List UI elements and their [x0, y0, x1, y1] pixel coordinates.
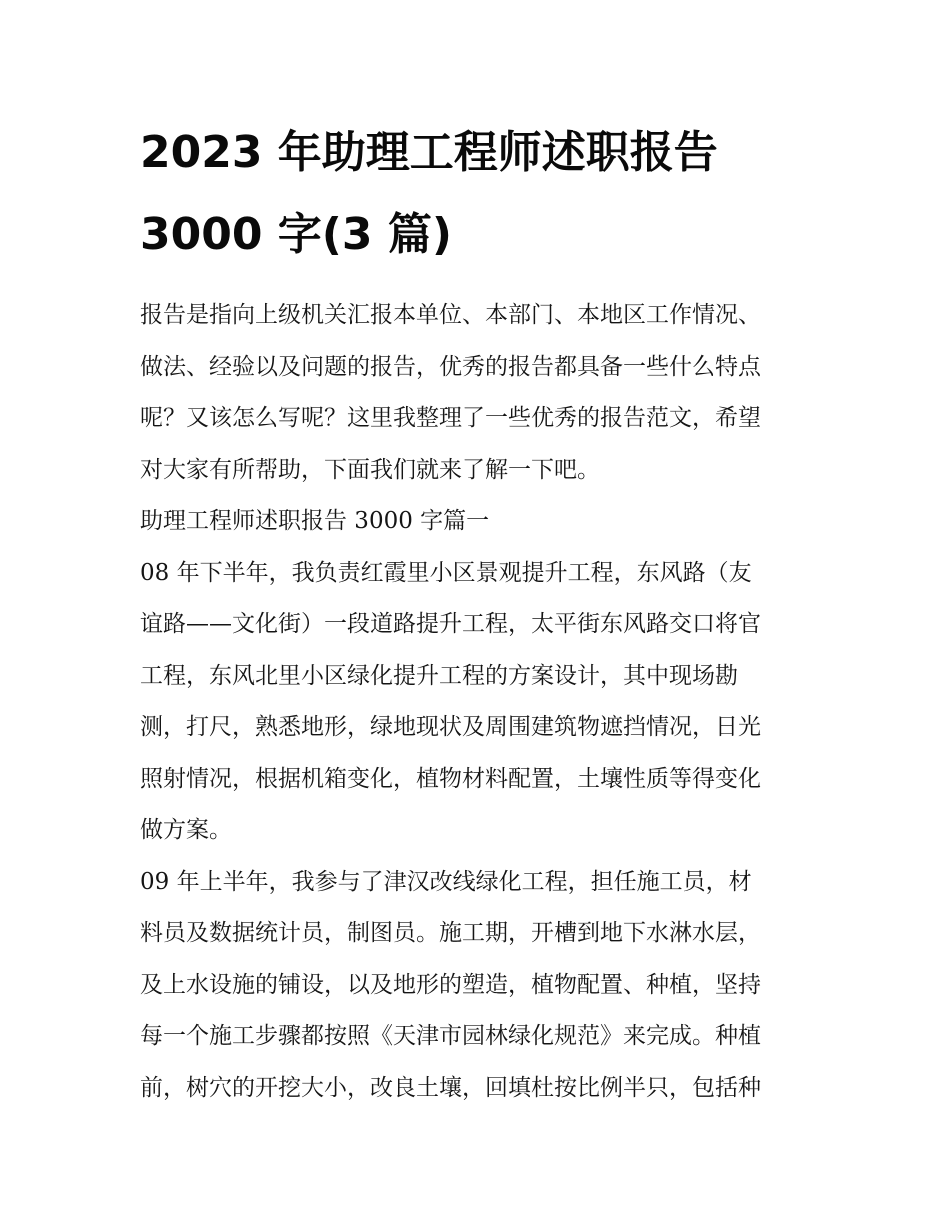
- document-title: [140, 112, 812, 276]
- paragraph-2: [140, 857, 812, 1115]
- intro-paragraph: [140, 290, 812, 496]
- paragraph-line: 08 年下半年，我负责红霞里小区景观提升工程，东风路（友: [140, 559, 752, 586]
- paragraph-line: 每一个施工步骤都按照《天津市园林绿化规范》来完成。种植: [140, 1023, 761, 1049]
- paragraph-line: 前，树穴的开挖大小，改良土壤，回填杜按比例半只，包括种: [140, 1074, 761, 1101]
- document-body: [140, 290, 812, 1114]
- intro-line: 报告是指向上级机关汇报本单位、本部门、本地区工作情况、: [140, 302, 761, 328]
- title-line-1: 2023 年助理工程师述职报告: [140, 127, 718, 178]
- paragraph-line: 测，打尺，熟悉地形，绿地现状及周围建筑物遮挡情况，日光: [140, 714, 761, 740]
- paragraph-1: [140, 548, 812, 857]
- document-page: [140, 112, 812, 1114]
- intro-line: 对大家有所帮助，下面我们就来了解一下吧。: [140, 456, 600, 483]
- paragraph-line: 及上水设施的铺设，以及地形的塑造，植物配置、种植，坚持: [140, 971, 761, 998]
- intro-line: 呢？又该怎么写呢？这里我整理了一些优秀的报告范文，希望: [140, 405, 761, 431]
- paragraph-line: 工程，东风北里小区绿化提升工程的方案设计，其中现场勘: [140, 662, 738, 689]
- intro-line: 做法、经验以及问题的报告，优秀的报告都具备一些什么特点: [140, 353, 761, 380]
- paragraph-line: 谊路——文化街）一段道路提升工程，太平街东风路交口将官: [140, 611, 761, 637]
- paragraph-line: 照射情况，根据机箱变化，植物材料配置，土壤性质等得变化: [140, 765, 761, 792]
- paragraph-line: 做方案。: [140, 817, 232, 843]
- paragraph-line: 09 年上半年，我参与了津汉改线绿化工程，担任施工员，材: [140, 868, 752, 895]
- title-line-2: 3000 字(3 篇): [140, 209, 452, 260]
- section-heading: 助理工程师述职报告 3000 字篇一: [140, 508, 490, 534]
- paragraph-line: 料员及数据统计员，制图员。施工期，开槽到地下水淋水层，: [140, 920, 761, 946]
